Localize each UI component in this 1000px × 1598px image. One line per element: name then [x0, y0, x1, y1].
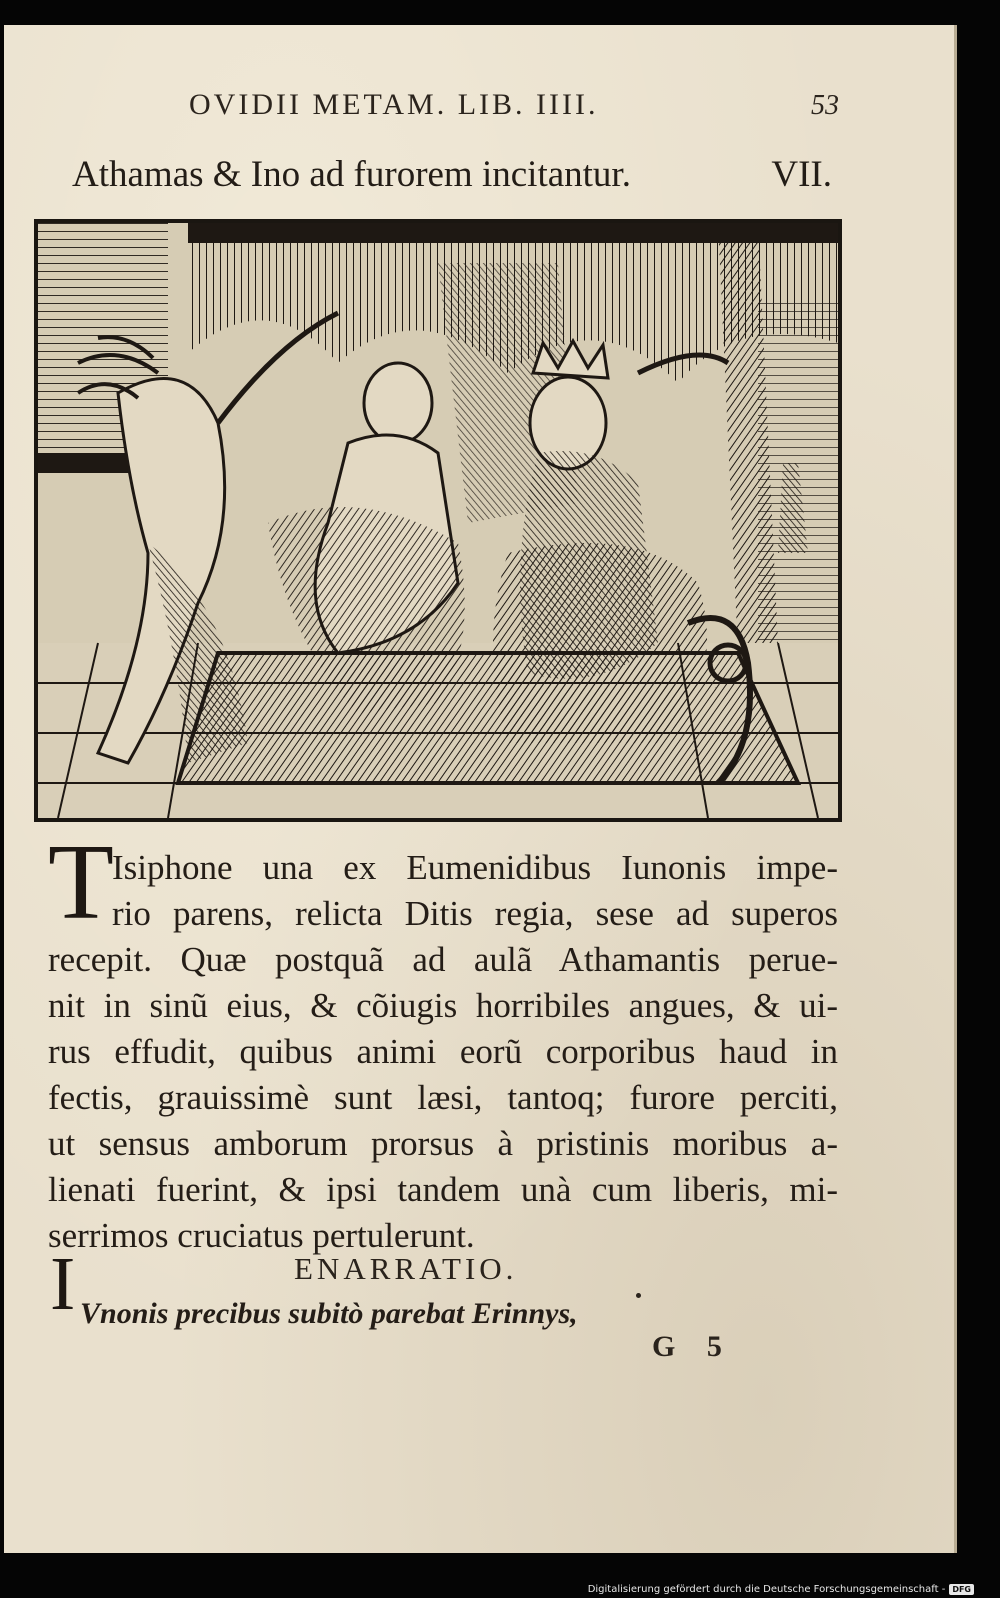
- running-head: OVIDII METAM. LIB. IIII.: [189, 88, 599, 121]
- body-line: nit in sinũ eius, & cõiugis horribiles angues, & ui-: [48, 986, 838, 1025]
- woodcut-drawing: [38, 223, 838, 818]
- body-line: recepit. Quæ postquã ad aulã Athamantis perue-: [48, 940, 838, 979]
- body-line: lienati fuerint, & ipsi tandem unà cum liberis, mi-: [48, 1170, 838, 1209]
- book-page: [4, 25, 957, 1553]
- footer-credit: Digitalisierung gefördert durch die Deutsche Forschungsgemeinschaft -: [587, 1584, 946, 1595]
- page-header: [189, 88, 839, 122]
- chapter-numeral: VII.: [771, 154, 832, 195]
- ink-dot: [636, 1293, 641, 1298]
- body-line: Isiphone una ex Eumenidibus Iunonis impe-: [112, 848, 838, 887]
- chapter-title-text: Athamas & Ino ad furorem incitantur.: [72, 154, 631, 195]
- body-paragraph: [48, 845, 838, 1259]
- drop-cap: T: [48, 823, 114, 942]
- woodcut-illustration: [34, 219, 842, 822]
- body-line: fectis, grauissimè sunt læsi, tantoq; furore perciti,: [48, 1078, 838, 1117]
- enarratio-first-line: Vnonis precibus subitò parebat Erinnys,: [80, 1297, 578, 1330]
- body-line: rus effudit, quibus animi eorũ corporibus haud in: [48, 1032, 838, 1071]
- digitization-footer: [588, 1584, 974, 1595]
- dfg-logo-icon: DFG: [949, 1584, 974, 1595]
- enarratio-heading: ENARRATIO.: [294, 1251, 518, 1286]
- enarratio-initial: I: [50, 1242, 76, 1326]
- page-number: 53: [811, 90, 839, 121]
- body-line: serrimos cruciatus pertulerunt.: [48, 1216, 475, 1255]
- signature-mark: G 5: [652, 1330, 722, 1363]
- chapter-title: [72, 153, 832, 196]
- body-line: ut sensus amborum prorsus à pristinis moribus a-: [48, 1124, 838, 1163]
- body-line: rio parens, relicta Ditis regia, sese ad superos: [112, 894, 838, 933]
